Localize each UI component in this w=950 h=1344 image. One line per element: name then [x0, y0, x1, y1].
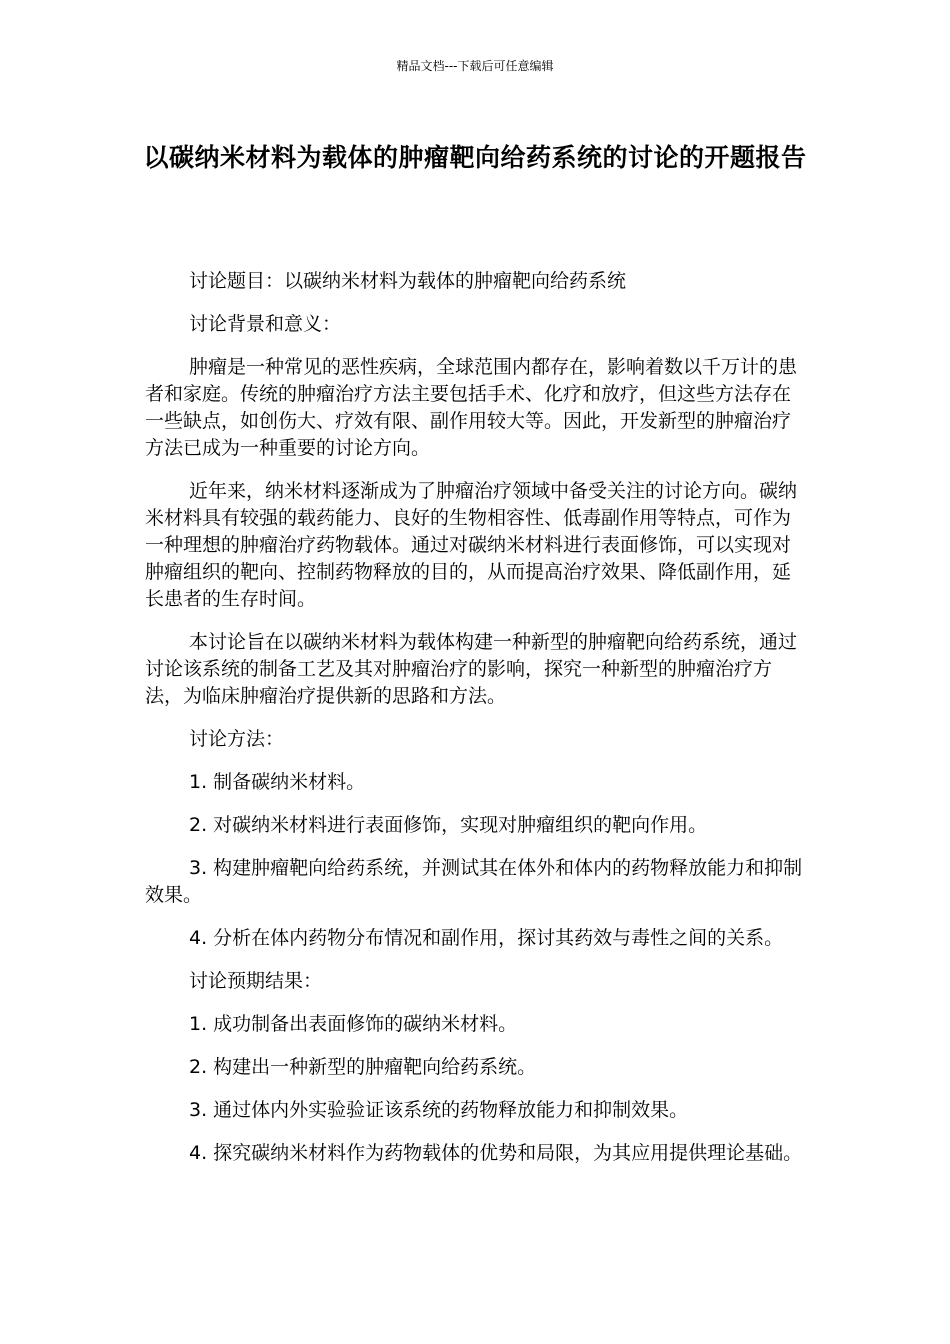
section-heading-results: 讨论预期结果：	[189, 970, 323, 992]
method-item-2: 2. 对碳纳米材料进行表面修饰，实现对肿瘤组织的靶向作用。	[189, 814, 708, 836]
method-item-4: 4. 分析在体内药物分布情况和副作用，探讨其药效与毒性之间的关系。	[189, 927, 784, 949]
result-item-3: 3. 通过体内外实验验证该系统的药物释放能力和抑制效果。	[189, 1099, 689, 1121]
paragraph-background-2: 近年来，纳米材料逐渐成为了肿瘤治疗领域中备受关注的讨论方向。碳纳米材料具有较强的载药能力、良好的生物相容性、低毒副作用等特点，可作为一种理想的肿瘤治疗药物载体。通过对碳纳米材料进行表面修饰，可以实现对肿瘤组织的靶向、控制药物释放的目的，从而提高治疗效果、降低副作用，延长患者的生存时间。	[145, 480, 798, 610]
document-body	[145, 268, 805, 1167]
header-note: 精品文档---下载后可任意编辑	[396, 59, 554, 73]
section-heading-methods: 讨论方法：	[189, 728, 285, 750]
method-item-3: 3. 构建肿瘤靶向给药系统，并测试其在体外和体内的药物释放能力和抑制效果。	[145, 857, 803, 906]
document-title: 以碳纳米材料为载体的肿瘤靶向给药系统的讨论的开题报告	[143, 143, 807, 172]
section-heading-background: 讨论背景和意义：	[189, 313, 342, 335]
paragraph-topic: 讨论题目：以碳纳米材料为载体的肿瘤靶向给药系统	[189, 270, 627, 292]
method-item-1: 1. 制备碳纳米材料。	[189, 771, 366, 793]
result-item-2: 2. 构建出一种新型的肿瘤靶向给药系统。	[189, 1056, 537, 1078]
result-item-4: 4. 探究碳纳米材料作为药物载体的优势和局限，为其应用提供理论基础。	[189, 1142, 803, 1164]
paragraph-background-1: 肿瘤是一种常见的恶性疾病，全球范围内都存在，影响着数以千万计的患者和家庭。传统的肿瘤治疗方法主要包括手术、化疗和放疗，但这些方法存在一些缺点，如创伤大、疗效有限、副作用较大等。因此，开发新型的肿瘤治疗方法已成为一种重要的讨论方向。	[145, 356, 798, 459]
paragraph-background-3: 本讨论旨在以碳纳米材料为载体构建一种新型的肿瘤靶向给药系统，通过讨论该系统的制备工艺及其对肿瘤治疗的影响，探究一种新型的肿瘤治疗方法，为临床肿瘤治疗提供新的思路和方法。	[145, 631, 798, 707]
result-item-1: 1. 成功制备出表面修饰的碳纳米材料。	[189, 1013, 518, 1035]
